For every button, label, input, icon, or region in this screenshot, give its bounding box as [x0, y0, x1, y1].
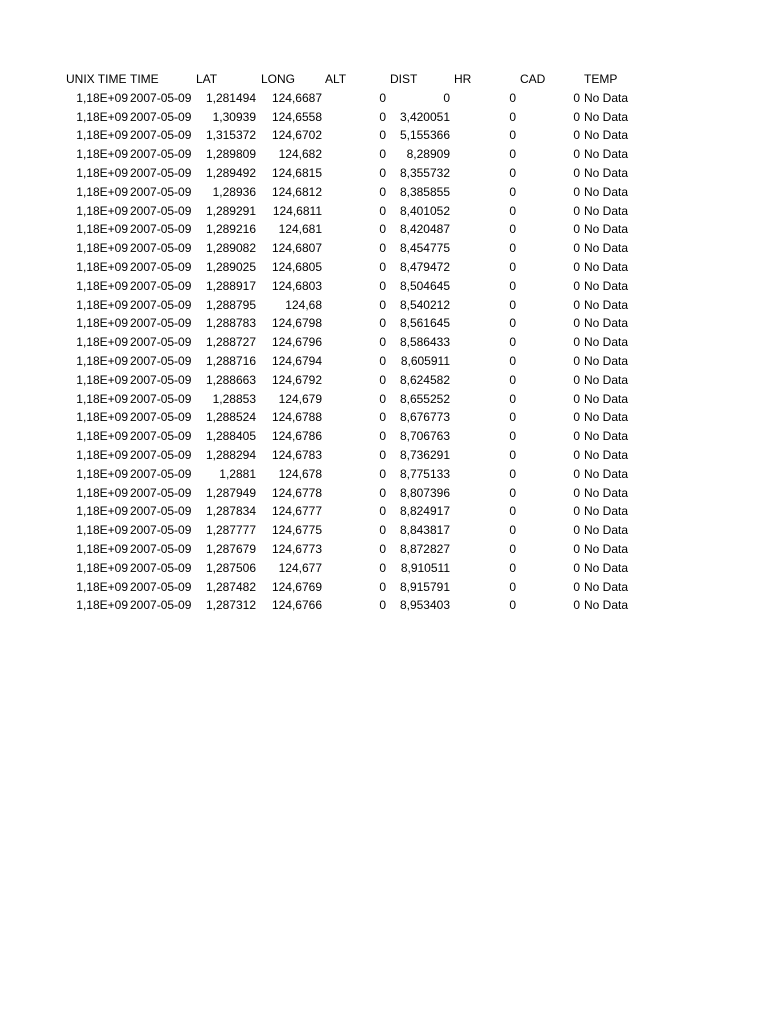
cad-cell: 0: [573, 165, 580, 180]
cad-cell: 0: [573, 523, 580, 538]
table-row: [0, 578, 768, 597]
lat-cell: 1,289809: [205, 147, 256, 162]
unix-time-cell: 1,18E+09: [76, 485, 128, 500]
dist-cell: 8,385855: [399, 184, 450, 199]
long-cell: 124,6794: [271, 353, 322, 368]
temp-cell: No Data: [584, 184, 629, 199]
unix-time-cell: 1,18E+09: [76, 109, 128, 124]
time-cell: 2007-05-09: [130, 560, 192, 575]
hr-cell: 0: [509, 429, 516, 444]
table-row: [0, 277, 768, 296]
table-row: [0, 296, 768, 315]
alt-cell: 0: [379, 335, 386, 350]
unix-time-cell: 1,18E+09: [76, 447, 128, 462]
alt-cell: 0: [379, 147, 386, 162]
lat-cell: 1,315372: [205, 128, 256, 143]
long-cell: 124,6702: [271, 128, 322, 143]
table-row: [0, 502, 768, 521]
data-sheet: [0, 70, 768, 615]
dist-cell: 8,624582: [399, 372, 450, 387]
hr-cell: 0: [509, 90, 516, 105]
time-cell: 2007-05-09: [130, 259, 192, 274]
long-cell: 124,6805: [271, 259, 322, 274]
lat-cell: 1,287482: [205, 579, 256, 594]
dist-cell: 8,504645: [399, 278, 450, 293]
dist-cell: 5,155366: [399, 128, 450, 143]
temp-cell: No Data: [584, 429, 629, 444]
temp-cell: No Data: [584, 485, 629, 500]
time-cell: 2007-05-09: [130, 410, 192, 425]
temp-cell: No Data: [584, 297, 629, 312]
cad-cell: 0: [573, 560, 580, 575]
unix-time-cell: 1,18E+09: [76, 410, 128, 425]
cad-cell: 0: [573, 90, 580, 105]
unix-time-cell: 1,18E+09: [76, 297, 128, 312]
long-cell: 124,682: [278, 147, 322, 162]
dist-cell: 8,479472: [399, 259, 450, 274]
alt-cell: 0: [379, 297, 386, 312]
cad-cell: 0: [573, 579, 580, 594]
time-cell: 2007-05-09: [130, 579, 192, 594]
time-cell: 2007-05-09: [130, 541, 192, 556]
hr-cell: 0: [509, 222, 516, 237]
lat-cell: 1,30939: [212, 109, 256, 124]
table-row: [0, 220, 768, 239]
cad-cell: 0: [573, 128, 580, 143]
hr-cell: 0: [509, 560, 516, 575]
temp-cell: No Data: [584, 203, 629, 218]
header-time: TIME: [130, 72, 159, 86]
alt-cell: 0: [379, 598, 386, 613]
temp-cell: No Data: [584, 579, 629, 594]
temp-cell: No Data: [584, 598, 629, 613]
unix-time-cell: 1,18E+09: [76, 598, 128, 613]
time-cell: 2007-05-09: [130, 241, 192, 256]
dist-cell: 8,872827: [399, 541, 450, 556]
dist-cell: 8,807396: [399, 485, 450, 500]
temp-cell: No Data: [584, 147, 629, 162]
alt-cell: 0: [379, 560, 386, 575]
long-cell: 124,6788: [271, 410, 322, 425]
temp-cell: No Data: [584, 222, 629, 237]
hr-cell: 0: [509, 504, 516, 519]
alt-cell: 0: [379, 222, 386, 237]
alt-cell: 0: [379, 109, 386, 124]
lat-cell: 1,2881: [219, 466, 256, 481]
table-row: [0, 408, 768, 427]
table-row: [0, 446, 768, 465]
header-dist: DIST: [390, 72, 418, 86]
unix-time-cell: 1,18E+09: [76, 316, 128, 331]
hr-cell: 0: [509, 165, 516, 180]
header-long: LONG: [261, 72, 296, 86]
lat-cell: 1,288294: [205, 447, 256, 462]
long-cell: 124,6786: [271, 429, 322, 444]
unix-time-cell: 1,18E+09: [76, 128, 128, 143]
lat-cell: 1,28853: [212, 391, 256, 406]
dist-cell: 8,355732: [399, 165, 450, 180]
long-cell: 124,6766: [271, 598, 322, 613]
hr-cell: 0: [509, 259, 516, 274]
time-cell: 2007-05-09: [130, 466, 192, 481]
table-row: [0, 540, 768, 559]
time-cell: 2007-05-09: [130, 147, 192, 162]
long-cell: 124,6687: [271, 90, 322, 105]
table-row: [0, 390, 768, 409]
hr-cell: 0: [509, 316, 516, 331]
cad-cell: 0: [573, 147, 580, 162]
long-cell: 124,6783: [271, 447, 322, 462]
temp-cell: No Data: [584, 241, 629, 256]
lat-cell: 1,288783: [205, 316, 256, 331]
unix-time-cell: 1,18E+09: [76, 429, 128, 444]
header-row: [0, 70, 768, 89]
dist-cell: 8,454775: [399, 241, 450, 256]
table-row: [0, 239, 768, 258]
hr-cell: 0: [509, 128, 516, 143]
alt-cell: 0: [379, 504, 386, 519]
long-cell: 124,6803: [271, 278, 322, 293]
time-cell: 2007-05-09: [130, 429, 192, 444]
long-cell: 124,6777: [271, 504, 322, 519]
table-row: [0, 465, 768, 484]
lat-cell: 1,287679: [205, 541, 256, 556]
table-row: [0, 333, 768, 352]
table-row: [0, 559, 768, 578]
temp-cell: No Data: [584, 541, 629, 556]
dist-cell: 8,655252: [399, 391, 450, 406]
time-cell: 2007-05-09: [130, 372, 192, 387]
time-cell: 2007-05-09: [130, 278, 192, 293]
alt-cell: 0: [379, 485, 386, 500]
lat-cell: 1,28936: [212, 184, 256, 199]
alt-cell: 0: [379, 372, 386, 387]
temp-cell: No Data: [584, 391, 629, 406]
lat-cell: 1,288405: [205, 429, 256, 444]
time-cell: 2007-05-09: [130, 297, 192, 312]
table-row: [0, 202, 768, 221]
unix-time-cell: 1,18E+09: [76, 579, 128, 594]
hr-cell: 0: [509, 147, 516, 162]
unix-time-cell: 1,18E+09: [76, 165, 128, 180]
unix-time-cell: 1,18E+09: [76, 504, 128, 519]
cad-cell: 0: [573, 372, 580, 387]
temp-cell: No Data: [584, 90, 629, 105]
header-hr: HR: [454, 72, 472, 86]
header-unix-time: UNIX TIME: [66, 72, 127, 86]
long-cell: 124,6773: [271, 541, 322, 556]
header-cad: CAD: [520, 72, 546, 86]
lat-cell: 1,289291: [205, 203, 256, 218]
alt-cell: 0: [379, 316, 386, 331]
cad-cell: 0: [573, 297, 580, 312]
hr-cell: 0: [509, 598, 516, 613]
lat-cell: 1,288524: [205, 410, 256, 425]
temp-cell: No Data: [584, 353, 629, 368]
time-cell: 2007-05-09: [130, 90, 192, 105]
hr-cell: 0: [509, 184, 516, 199]
temp-cell: No Data: [584, 278, 629, 293]
temp-cell: No Data: [584, 504, 629, 519]
alt-cell: 0: [379, 128, 386, 143]
temp-cell: No Data: [584, 410, 629, 425]
temp-cell: No Data: [584, 560, 629, 575]
long-cell: 124,679: [278, 391, 322, 406]
alt-cell: 0: [379, 541, 386, 556]
time-cell: 2007-05-09: [130, 447, 192, 462]
temp-cell: No Data: [584, 128, 629, 143]
long-cell: 124,6558: [271, 109, 322, 124]
unix-time-cell: 1,18E+09: [76, 222, 128, 237]
unix-time-cell: 1,18E+09: [76, 560, 128, 575]
time-cell: 2007-05-09: [130, 128, 192, 143]
lat-cell: 1,288795: [205, 297, 256, 312]
unix-time-cell: 1,18E+09: [76, 184, 128, 199]
header-temp: TEMP: [584, 72, 618, 86]
hr-cell: 0: [509, 579, 516, 594]
lat-cell: 1,288663: [205, 372, 256, 387]
alt-cell: 0: [379, 466, 386, 481]
table-row: [0, 108, 768, 127]
dist-cell: 8,706763: [399, 429, 450, 444]
temp-cell: No Data: [584, 165, 629, 180]
hr-cell: 0: [509, 353, 516, 368]
alt-cell: 0: [379, 391, 386, 406]
unix-time-cell: 1,18E+09: [76, 203, 128, 218]
dist-cell: 8,736291: [399, 447, 450, 462]
dist-cell: 8,28909: [406, 147, 450, 162]
cad-cell: 0: [573, 184, 580, 199]
alt-cell: 0: [379, 429, 386, 444]
dist-cell: 8,915791: [399, 579, 450, 594]
alt-cell: 0: [379, 184, 386, 199]
unix-time-cell: 1,18E+09: [76, 523, 128, 538]
unix-time-cell: 1,18E+09: [76, 466, 128, 481]
time-cell: 2007-05-09: [130, 523, 192, 538]
temp-cell: No Data: [584, 259, 629, 274]
lat-cell: 1,288727: [205, 335, 256, 350]
hr-cell: 0: [509, 278, 516, 293]
long-cell: 124,68: [285, 297, 322, 312]
unix-time-cell: 1,18E+09: [76, 353, 128, 368]
temp-cell: No Data: [584, 372, 629, 387]
long-cell: 124,677: [278, 560, 322, 575]
unix-time-cell: 1,18E+09: [76, 335, 128, 350]
cad-cell: 0: [573, 109, 580, 124]
alt-cell: 0: [379, 203, 386, 218]
dist-cell: 0: [443, 90, 450, 105]
time-cell: 2007-05-09: [130, 222, 192, 237]
table-row: [0, 314, 768, 333]
cad-cell: 0: [573, 278, 580, 293]
hr-cell: 0: [509, 391, 516, 406]
hr-cell: 0: [509, 523, 516, 538]
lat-cell: 1,281494: [205, 90, 256, 105]
cad-cell: 0: [573, 485, 580, 500]
hr-cell: 0: [509, 447, 516, 462]
dist-cell: 8,540212: [399, 297, 450, 312]
dist-cell: 8,586433: [399, 335, 450, 350]
table-row: [0, 371, 768, 390]
alt-cell: 0: [379, 447, 386, 462]
table-row: [0, 145, 768, 164]
lat-cell: 1,287506: [205, 560, 256, 575]
dist-cell: 8,605911: [400, 353, 450, 368]
unix-time-cell: 1,18E+09: [76, 541, 128, 556]
unix-time-cell: 1,18E+09: [76, 278, 128, 293]
long-cell: 124,6815: [271, 165, 322, 180]
table-row: [0, 89, 768, 108]
cad-cell: 0: [573, 259, 580, 274]
unix-time-cell: 1,18E+09: [76, 147, 128, 162]
hr-cell: 0: [509, 410, 516, 425]
lat-cell: 1,288917: [205, 278, 256, 293]
alt-cell: 0: [379, 353, 386, 368]
time-cell: 2007-05-09: [130, 203, 192, 218]
table-row: [0, 596, 768, 615]
temp-cell: No Data: [584, 109, 629, 124]
long-cell: 124,6812: [271, 184, 322, 199]
time-cell: 2007-05-09: [130, 184, 192, 199]
dist-cell: 8,401052: [399, 203, 450, 218]
dist-cell: 8,676773: [399, 410, 450, 425]
table-row: [0, 183, 768, 202]
cad-cell: 0: [573, 316, 580, 331]
table-row: [0, 352, 768, 371]
long-cell: 124,6775: [271, 523, 322, 538]
long-cell: 124,6798: [271, 316, 322, 331]
dist-cell: 8,953403: [399, 598, 450, 613]
table-row: [0, 484, 768, 503]
lat-cell: 1,288716: [205, 353, 256, 368]
alt-cell: 0: [379, 278, 386, 293]
hr-cell: 0: [509, 203, 516, 218]
long-cell: 124,678: [278, 466, 322, 481]
hr-cell: 0: [509, 372, 516, 387]
alt-cell: 0: [379, 259, 386, 274]
cad-cell: 0: [573, 466, 580, 481]
table-row: [0, 427, 768, 446]
long-cell: 124,681: [278, 222, 322, 237]
long-cell: 124,6811: [272, 203, 322, 218]
time-cell: 2007-05-09: [130, 165, 192, 180]
cad-cell: 0: [573, 447, 580, 462]
time-cell: 2007-05-09: [130, 353, 192, 368]
time-cell: 2007-05-09: [130, 598, 192, 613]
alt-cell: 0: [379, 165, 386, 180]
cad-cell: 0: [573, 353, 580, 368]
hr-cell: 0: [509, 485, 516, 500]
time-cell: 2007-05-09: [130, 391, 192, 406]
time-cell: 2007-05-09: [130, 316, 192, 331]
cad-cell: 0: [573, 504, 580, 519]
alt-cell: 0: [379, 241, 386, 256]
header-alt: ALT: [325, 72, 347, 86]
temp-cell: No Data: [584, 335, 629, 350]
header-lat: LAT: [196, 72, 218, 86]
cad-cell: 0: [573, 541, 580, 556]
dist-cell: 8,843817: [399, 523, 450, 538]
hr-cell: 0: [509, 297, 516, 312]
cad-cell: 0: [573, 335, 580, 350]
unix-time-cell: 1,18E+09: [76, 259, 128, 274]
cad-cell: 0: [573, 222, 580, 237]
cad-cell: 0: [573, 410, 580, 425]
unix-time-cell: 1,18E+09: [76, 90, 128, 105]
dist-cell: 8,824917: [399, 504, 450, 519]
alt-cell: 0: [379, 410, 386, 425]
lat-cell: 1,287312: [205, 598, 256, 613]
hr-cell: 0: [509, 241, 516, 256]
long-cell: 124,6792: [271, 372, 322, 387]
hr-cell: 0: [509, 109, 516, 124]
dist-cell: 8,775133: [399, 466, 450, 481]
dist-cell: 3,420051: [399, 109, 450, 124]
long-cell: 124,6807: [271, 241, 322, 256]
cad-cell: 0: [573, 429, 580, 444]
unix-time-cell: 1,18E+09: [76, 241, 128, 256]
unix-time-cell: 1,18E+09: [76, 391, 128, 406]
time-cell: 2007-05-09: [130, 504, 192, 519]
temp-cell: No Data: [584, 466, 629, 481]
cad-cell: 0: [573, 203, 580, 218]
alt-cell: 0: [379, 579, 386, 594]
cad-cell: 0: [573, 391, 580, 406]
long-cell: 124,6796: [271, 335, 322, 350]
long-cell: 124,6769: [271, 579, 322, 594]
hr-cell: 0: [509, 335, 516, 350]
dist-cell: 8,910511: [400, 560, 450, 575]
long-cell: 124,6778: [271, 485, 322, 500]
table-row: [0, 126, 768, 145]
lat-cell: 1,289025: [205, 259, 256, 274]
table-row: [0, 258, 768, 277]
hr-cell: 0: [509, 466, 516, 481]
temp-cell: No Data: [584, 523, 629, 538]
alt-cell: 0: [379, 90, 386, 105]
lat-cell: 1,289082: [205, 241, 256, 256]
time-cell: 2007-05-09: [130, 109, 192, 124]
lat-cell: 1,289216: [205, 222, 256, 237]
cad-cell: 0: [573, 598, 580, 613]
dist-cell: 8,561645: [399, 316, 450, 331]
time-cell: 2007-05-09: [130, 335, 192, 350]
unix-time-cell: 1,18E+09: [76, 372, 128, 387]
lat-cell: 1,289492: [205, 165, 256, 180]
lat-cell: 1,287834: [205, 504, 256, 519]
table-row: [0, 521, 768, 540]
time-cell: 2007-05-09: [130, 485, 192, 500]
cad-cell: 0: [573, 241, 580, 256]
lat-cell: 1,287949: [205, 485, 256, 500]
table-body: [0, 89, 768, 615]
alt-cell: 0: [379, 523, 386, 538]
temp-cell: No Data: [584, 447, 629, 462]
table-row: [0, 164, 768, 183]
hr-cell: 0: [509, 541, 516, 556]
lat-cell: 1,287777: [205, 523, 256, 538]
dist-cell: 8,420487: [399, 222, 450, 237]
temp-cell: No Data: [584, 316, 629, 331]
